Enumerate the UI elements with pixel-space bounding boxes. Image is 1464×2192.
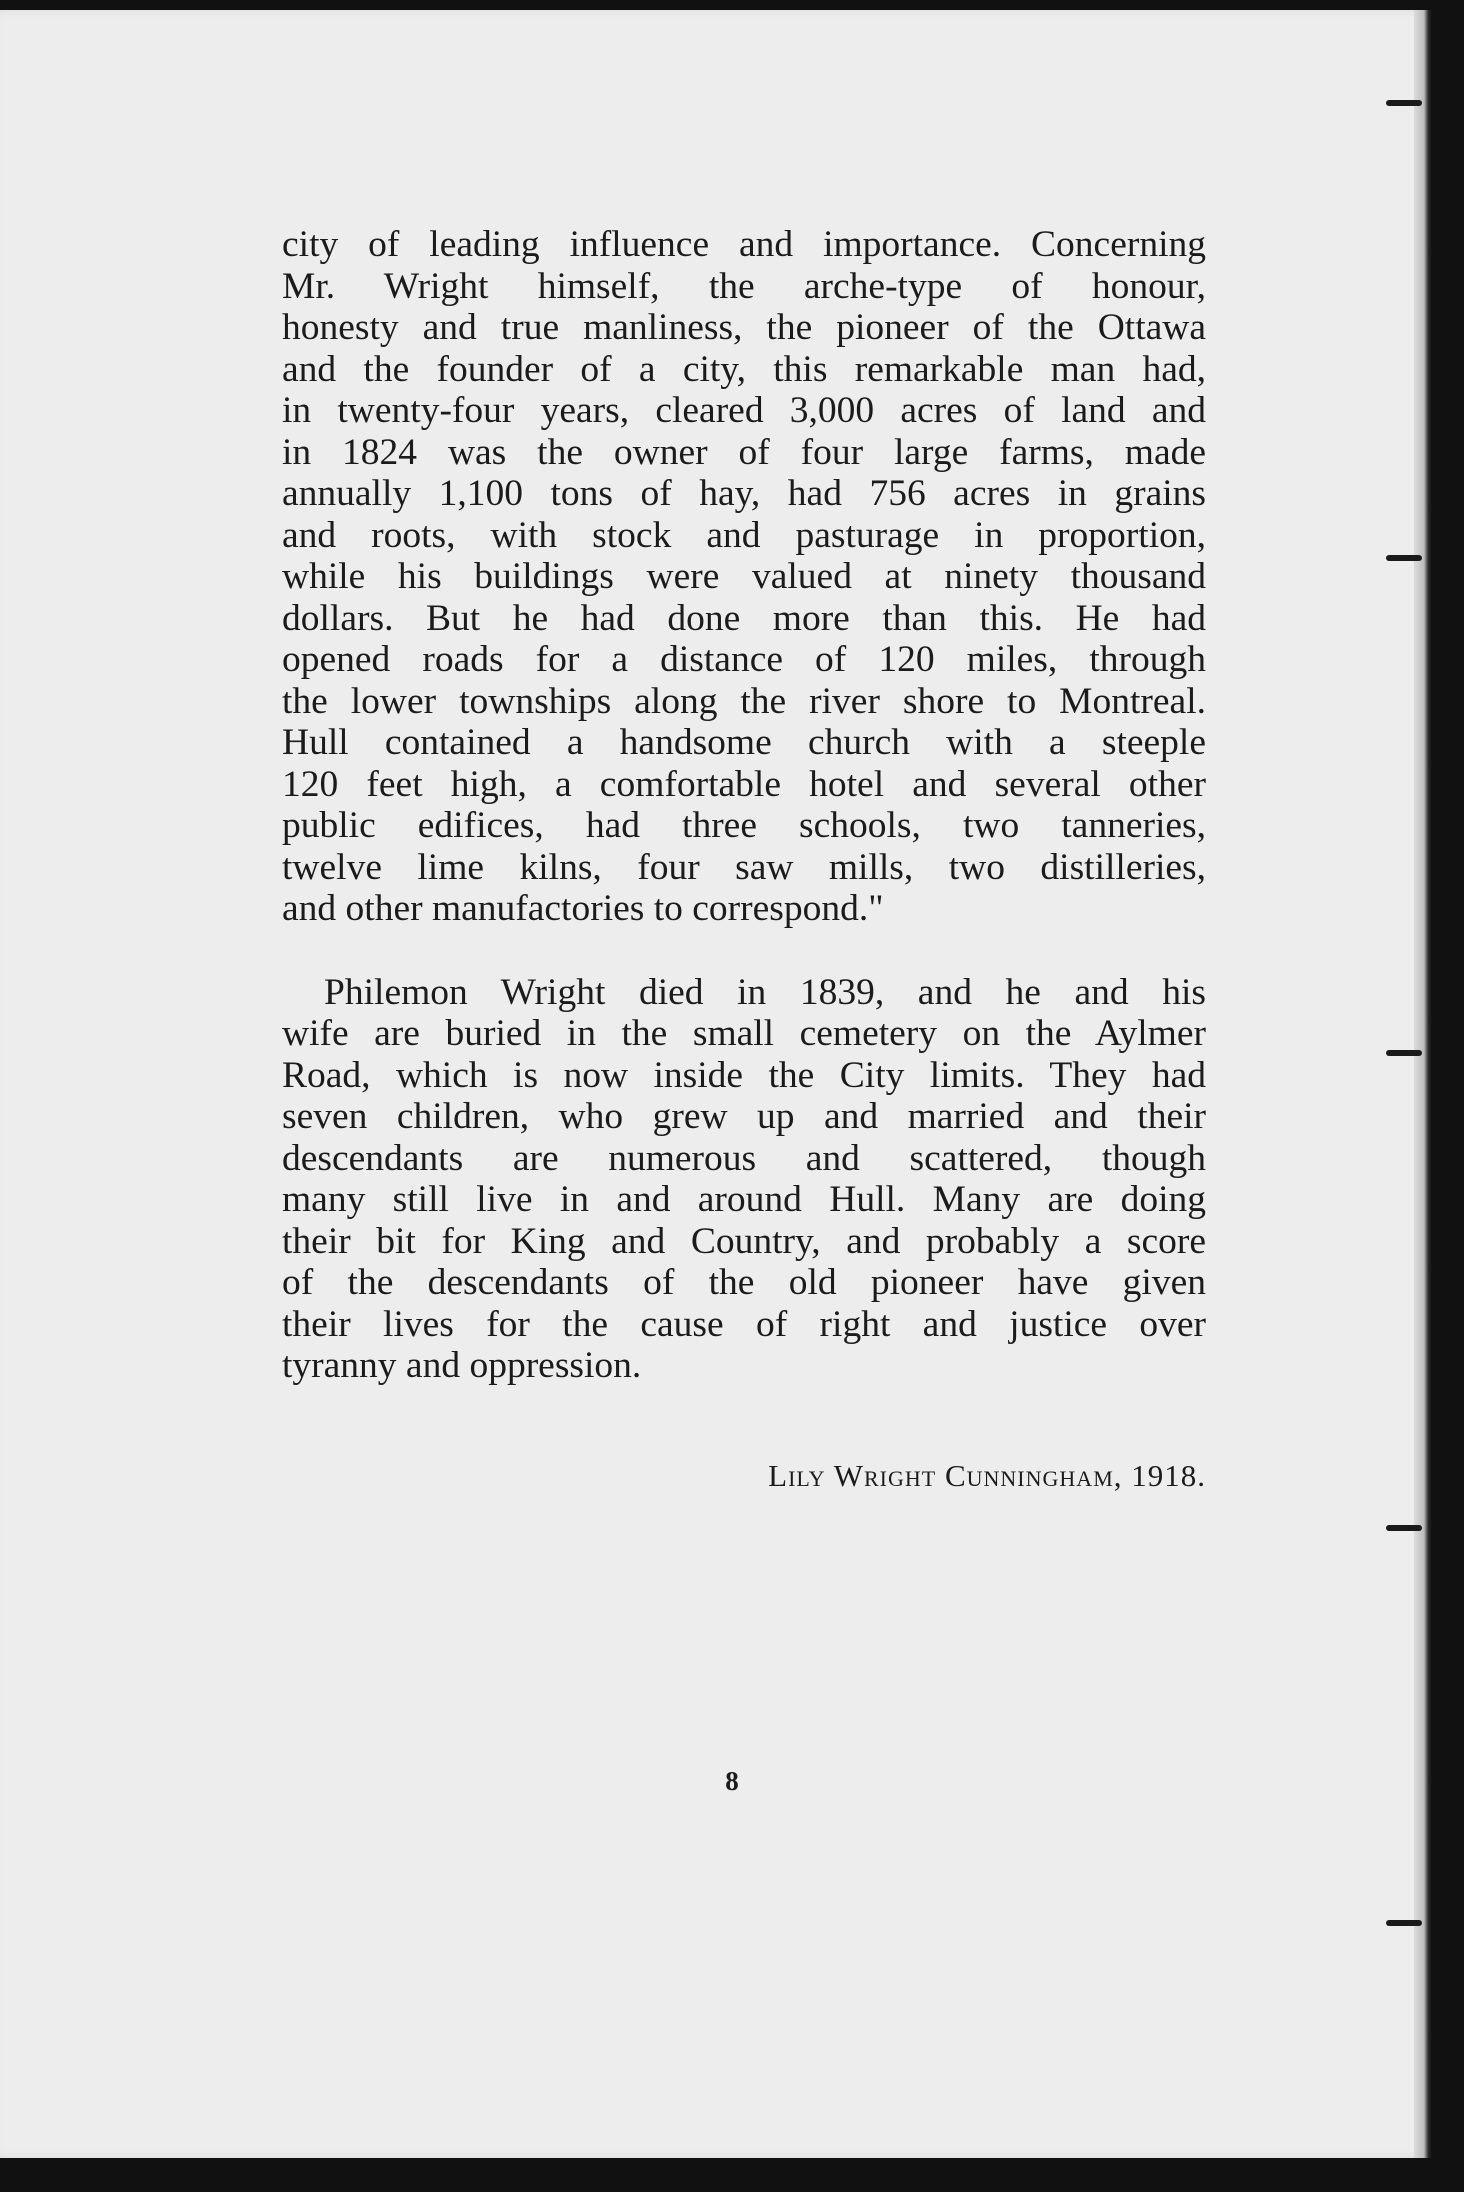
body-text bbox=[282, 224, 1206, 1387]
text-line: their bit for King and Country, and probably a score bbox=[282, 1220, 1206, 1262]
text-line: Hull contained a handsome church with a steeple bbox=[282, 722, 1206, 763]
text-line: city of leading influence and importance. Concerning bbox=[282, 224, 1206, 265]
page-number: 8 bbox=[725, 1766, 739, 1796]
text-line: 120 feet high, a comfortable hotel and several other bbox=[282, 763, 1206, 805]
text-line: Road, which is now inside the City limits. They had bbox=[282, 1054, 1206, 1096]
paragraph-1 bbox=[282, 224, 1206, 930]
text-line: tyranny and oppression. bbox=[282, 1345, 642, 1386]
staple-mark bbox=[1386, 555, 1422, 561]
text-line: honesty and true manliness, the pioneer of the Ottawa bbox=[282, 307, 1206, 348]
text-line: in twenty-four years, cleared 3,000 acres of land and bbox=[282, 390, 1206, 431]
text-line: Philemon Wright died in 1839, and he and his bbox=[324, 971, 1206, 1013]
text-line: and roots, with stock and pasturage in proportion, bbox=[282, 514, 1206, 556]
text-line: dollars. But he had done more than this. He had bbox=[282, 597, 1206, 639]
text-line: their lives for the cause of right and justice over bbox=[282, 1303, 1206, 1345]
text-line: Mr. Wright himself, the arche-type of honour, bbox=[282, 265, 1206, 307]
text-line: and the founder of a city, this remarkable man had, bbox=[282, 348, 1206, 390]
text-line: in 1824 was the owner of four large farms, made bbox=[282, 431, 1206, 473]
staple-mark bbox=[1386, 1920, 1422, 1926]
text-line: twelve lime kilns, four saw mills, two distilleries, bbox=[282, 846, 1206, 888]
text-line: the lower townships along the river shore to Montreal. bbox=[282, 680, 1206, 722]
staple-mark bbox=[1386, 1050, 1422, 1056]
text-line: annually 1,100 tons of hay, had 756 acres in grains bbox=[282, 473, 1206, 514]
staple-mark bbox=[1386, 100, 1422, 106]
binding-edge bbox=[1414, 10, 1432, 2158]
text-line: descendants are numerous and scattered, though bbox=[282, 1137, 1206, 1179]
text-line: opened roads for a distance of 120 miles, through bbox=[282, 639, 1206, 680]
text-line: many still live in and around Hull. Many are doing bbox=[282, 1179, 1206, 1220]
text-line: public edifices, had three schools, two tanneries, bbox=[282, 805, 1206, 846]
text-line: of the descendants of the old pioneer have given bbox=[282, 1262, 1206, 1303]
text-line: while his buildings were valued at ninety thousand bbox=[282, 556, 1206, 597]
text-line: seven children, who grew up and married and their bbox=[282, 1096, 1206, 1137]
text-line: and other manufactories to correspond." bbox=[282, 888, 884, 929]
staple-mark bbox=[1386, 1525, 1422, 1531]
text-line: wife are buried in the small cemetery on the Aylmer bbox=[282, 1013, 1206, 1054]
paragraph-2 bbox=[282, 972, 1206, 1387]
author-signature: Lily Wright Cunningham, 1918. bbox=[768, 1458, 1206, 1493]
